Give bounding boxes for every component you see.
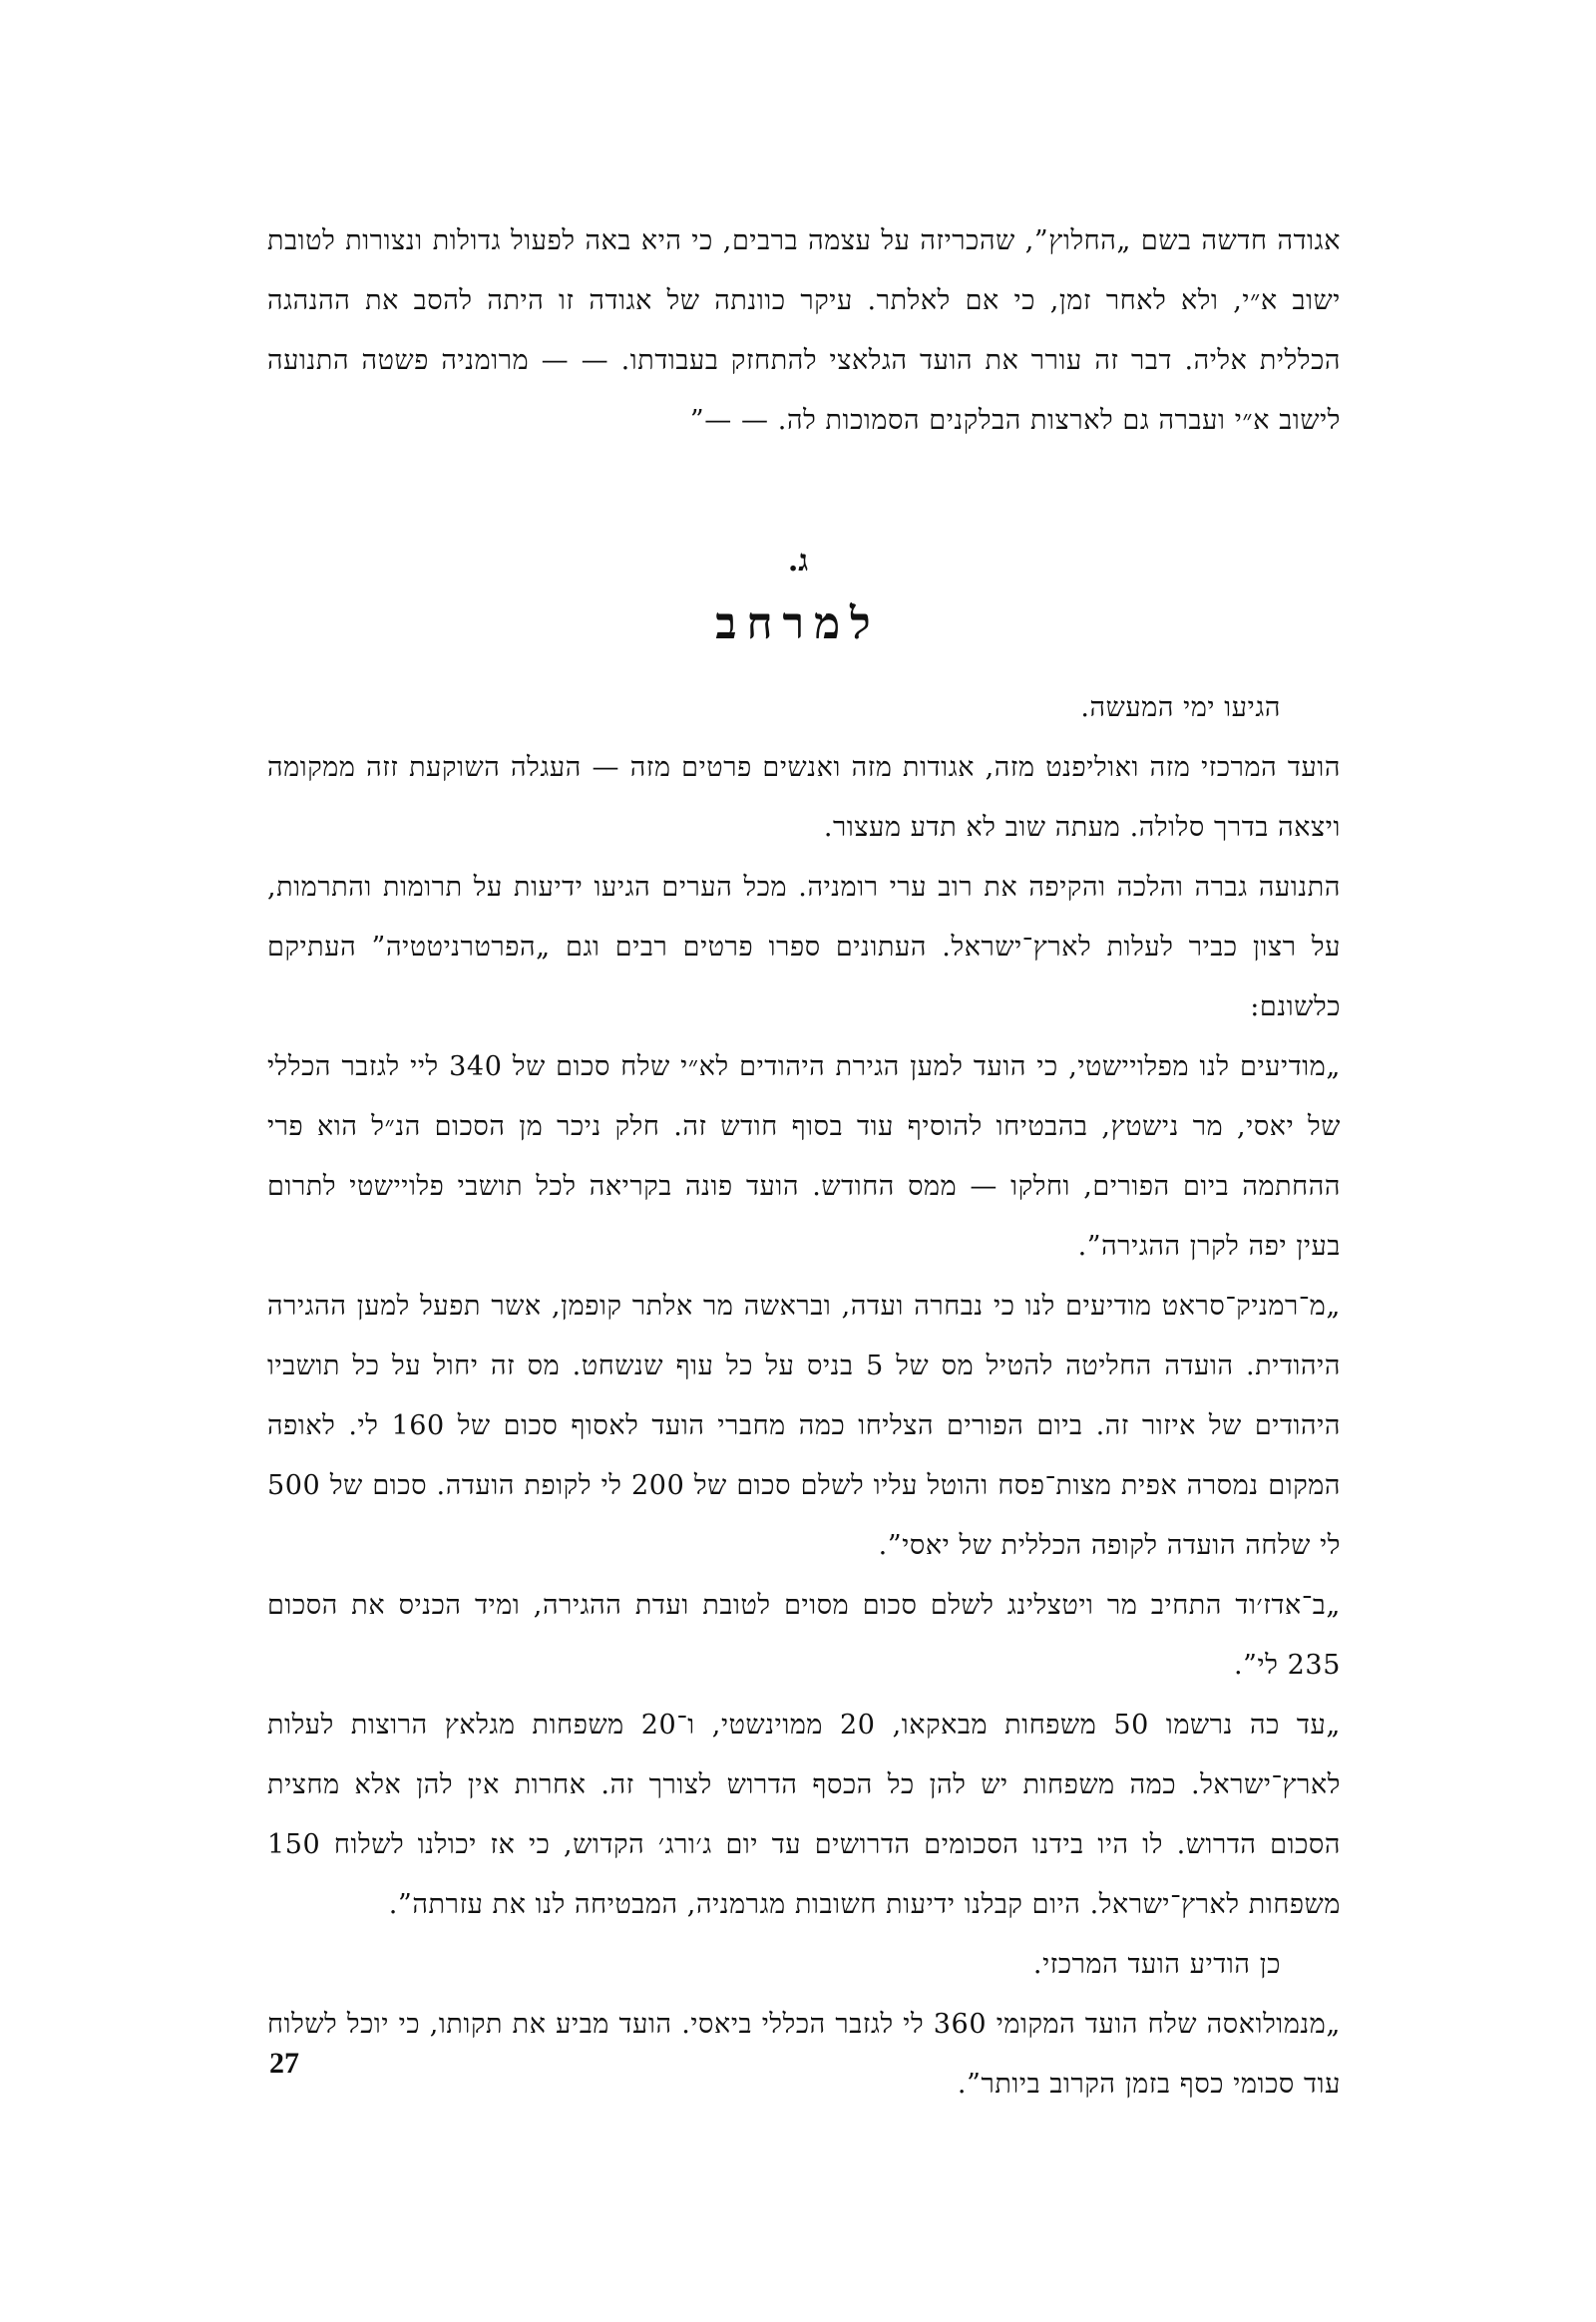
section-marker: ג. [787, 544, 809, 579]
paragraph: כן הודיע הועד המרכזי. [1032, 1949, 1281, 1980]
section-title: למרחב [715, 598, 881, 649]
paragraph: התנועה גברה והלכה והקיפה את רוב ערי רומניה. מכל הערים הגיעו ידיעות על תרומות והתרמות, על רצון כביר לעלות לארץ־ישראל. העתונים ספרו פרטים רבים וגם „הפרטרניטטיה” העתיקם כלשונם: [267, 872, 1341, 1022]
paragraph: הגיעו ימי המעשה. [1080, 692, 1281, 723]
top-paragraph-block [267, 211, 1341, 451]
paragraph: „עד כה נרשמו 50 משפחות מבאקאו, 20 ממוינשטי, ו־20 משפחות מגלאץ הרוצות לעלות לארץ־ישראל. כמה משפחות יש להן כל הכסף הדרוש לצורך זה. אחרות אין להן אלא מחצית הסכום הדרוש. לו היו בידנו הסכומים הדרושים עד יום ג׳ורג׳ הקדוש, כי אז יכולנו לשלוח 150 משפחות לארץ־ישראל. היום קבלנו ידיעות חשובות מגרמניה, המבטיחה לנו את עזרתה”. [267, 1710, 1341, 1920]
paragraph: „מ־רמניק־סראט מודיעים לנו כי נבחרה ועדה, ובראשה מר אלתר קופמן, אשר תפעל למען ההגירה היהודית. הועדה החליטה להטיל מס של 5 בניס על כל עוף שנשחט. מס זה יחול על כל תושביו היהודים של איזור זה. ביום הפורים הצליחו כמה מחברי הועד לאסוף סכום של 160 לי. לאופה המקום נמסרה אפית מצות־פסח והוטל עליו לשלם סכום של 200 לי לקופת הועדה. סכום של 500 לי שלחה הועדה לקופה הכללית של יאסי”. [267, 1291, 1342, 1561]
body-text-block [267, 678, 1341, 2115]
page-number: 27 [269, 2047, 299, 2080]
paragraph: „מודיעים לנו מפלויישטי, כי הועד למען הגירת היהודים לא״י שלח סכום של 340 ליי לגזבר הכללי של יאסי, מר נישטץ, בהבטיחו להוסיף עוד בסוף חודש זה. חלק ניכר מן הסכום הנ״ל הוא פרי ההחתמה ביום הפורים, וחלקו — ממס החודש. הועד פונה בקריאה לכל תושבי פלויישטי לתרום בעין יפה לקרן ההגירה”. [267, 1051, 1341, 1262]
paragraph: „ב־אדז׳וד התחיב מר ויטצלינג לשלם סכום מסוים לטובת ועדת ההגירה, ומיד הכניס את הסכום 235 לי”. [267, 1590, 1341, 1681]
paragraph: „מנמולואסה שלח הועד המקומי 360 לי לגזבר הכללי ביאסי. הועד מביע את תקותו, כי יוכל לשלוח עוד סכומי כסף בזמן הקרוב ביותר”. [267, 2009, 1341, 2100]
paragraph: הועד המרכזי מזה ואוליפנט מזה, אגודות מזה ואנשים פרטים מזה — העגלה השוקעת זזה ממקומה ויצאה בדרך סלולה. מעתה שוב לא תדע מעצור. [267, 752, 1341, 843]
top-paragraph: אגודה חדשה בשם „החלוץ”, שהכריזה על עצמה ברבים, כי היא באה לפעול גדולות ונצורות לטובת ישוב א״י, ולא לאחר זמן, כי אם לאלתר. עיקר כוונתה של אגודה זו היתה להסב את ההנהגה הכללית אליה. דבר זה עורר את הועד הגלאצי להתחזק בעבודתו. — — מרומניה פשטה התנועה לישוב א״י ועברה גם לארצות הבלקנים הסמוכות לה. — —” [267, 225, 1341, 436]
